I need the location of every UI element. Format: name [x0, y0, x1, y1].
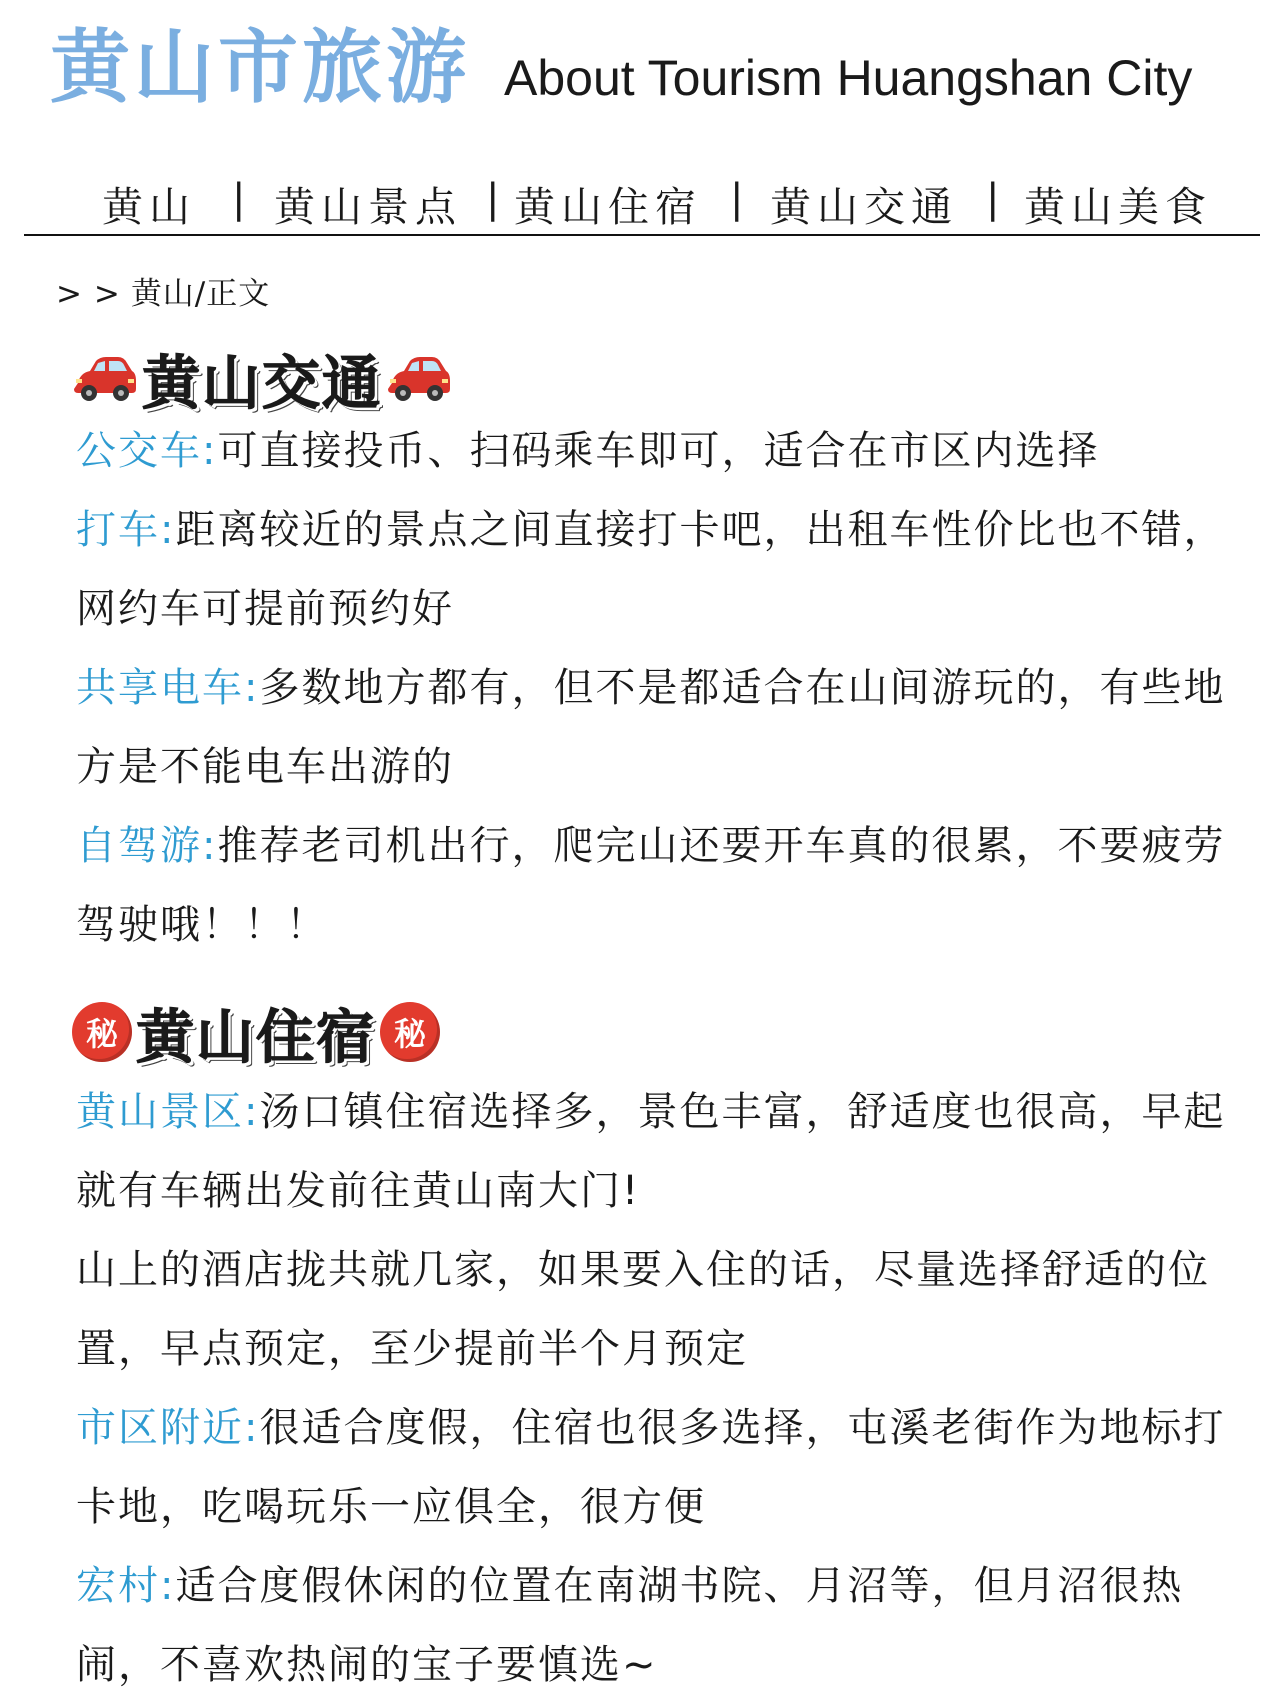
breadcrumb: [56, 268, 270, 313]
main-nav: [24, 168, 1260, 236]
nav-separator: |: [232, 176, 246, 222]
car-icon: [72, 353, 138, 403]
paragraph: [76, 1073, 1236, 1231]
nav-item-huangshan[interactable]: 黄山: [102, 183, 196, 231]
paragraph-text: 推荐老司机出行，爬完山还要开车真的很累，不要疲劳驾驶哦！！！: [76, 823, 1226, 948]
paragraph: [76, 807, 1236, 965]
paragraph-label: 市区附近:: [76, 1405, 260, 1451]
car-icon: [386, 353, 452, 403]
section-heading-accommodation: [72, 990, 440, 1074]
nav-item-scenic-spots[interactable]: 黄山景点: [274, 183, 462, 231]
nav-separator: |: [486, 176, 500, 222]
secret-icon: 秘: [72, 1002, 132, 1062]
section-title: 黄山住宿: [136, 1003, 377, 1071]
paragraph-label: 自驾游:: [76, 823, 218, 869]
paragraph-text: 山上的酒店拢共就几家，如果要入住的话，尽量选择舒适的位置，早点预定，至少提前半个月预定: [76, 1247, 1210, 1372]
paragraph-text: 多数地方都有，但不是都适合在山间游玩的，有些地方是不能电车出游的: [76, 665, 1226, 790]
paragraph-text: 很适合度假，住宿也很多选择，屯溪老街作为地标打卡地，吃喝玩乐一应俱全，很方便: [76, 1405, 1226, 1530]
paragraph: [76, 1231, 1236, 1389]
nav-item-food[interactable]: 黄山美食: [1024, 183, 1212, 231]
nav-separator: |: [730, 176, 744, 222]
paragraph-label: 黄山景区:: [76, 1089, 260, 1135]
paragraph: [76, 412, 1236, 491]
nav-item-transportation[interactable]: 黄山交通: [770, 183, 958, 231]
nav-item-accommodation[interactable]: 黄山住宿: [514, 183, 702, 231]
paragraph: [76, 1389, 1236, 1547]
paragraph-label: 公交车:: [76, 428, 218, 474]
paragraph-label: 宏村:: [76, 1563, 176, 1609]
paragraph-text: 可直接投币、扫码乘车即可，适合在市区内选择: [217, 428, 1100, 474]
nav-separator: |: [986, 176, 1000, 222]
breadcrumb-path[interactable]: 黄山/正文: [130, 276, 271, 312]
paragraph-label: 共享电车:: [76, 665, 260, 711]
paragraph-text: 距离较近的景点之间直接打卡吧，出租车性价比也不错，网约车可提前预约好: [76, 507, 1226, 632]
paragraph: [76, 1547, 1236, 1705]
site-title-en: About Tourism Huangshan City: [504, 50, 1193, 106]
section-title: 黄山交通: [142, 349, 383, 417]
paragraph-text: 汤口镇住宿选择多，景色丰富，舒适度也很高，早起就有车辆出发前往黄山南大门!: [76, 1089, 1226, 1214]
paragraph: [76, 649, 1236, 807]
paragraph-label: 打车:: [76, 507, 176, 553]
site-header: [50, 21, 1193, 114]
breadcrumb-arrows[interactable]: > >: [56, 276, 121, 312]
paragraph: [76, 491, 1236, 649]
paragraph-text: 适合度假休闲的位置在南湖书院、月沼等，但月沼很热闹，不喜欢热闹的宝子要慎选~: [76, 1563, 1184, 1688]
section-heading-transport: [72, 336, 452, 420]
site-title-cn: 黄山市旅游: [50, 21, 470, 114]
secret-icon: 秘: [380, 1002, 440, 1062]
